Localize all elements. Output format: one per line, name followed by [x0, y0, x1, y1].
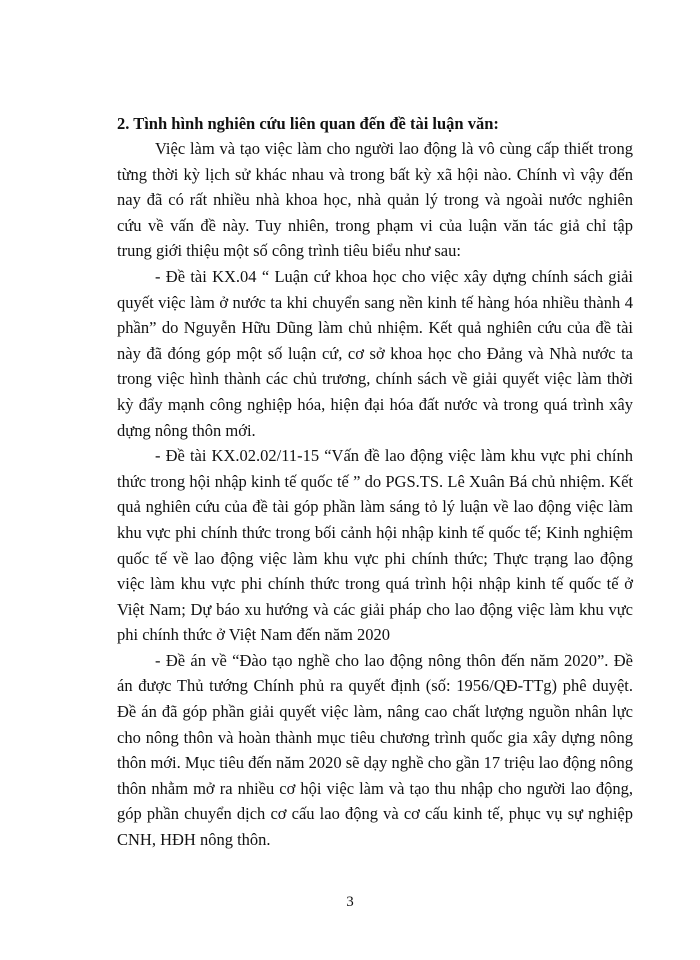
page-number: 3	[346, 894, 354, 910]
section-body	[117, 136, 633, 853]
paragraph-kx04: - Đề tài KX.04 “ Luận cứ khoa học cho việc xây dựng chính sách giải quyết việc làm ở nước ta khi chuyển sang nền kinh tế hàng hóa nhiều thành 4 phần” do Nguyễn Hữu Dũng làm chủ nhiệm. Kết quả nghiên cứu của đề tài này đã đóng góp một số luận cứ, cơ sở khoa học cho Đảng và Nhà nước ta trong việc hình thành các chủ trương, chính sách về giải quyết việc làm thời kỳ đẩy mạnh công nghiệp hóa, hiện đại hóa đất nước và trong quá trình xây dựng nông thôn mới.	[117, 266, 633, 440]
section-heading: 2. Tình hình nghiên cứu liên quan đến đề tài luận văn:	[117, 114, 499, 133]
paragraph-kx02: - Đề tài KX.02.02/11-15 “Vấn đề lao động việc làm khu vực phi chính thức trong hội nhập kinh tế quốc tế ” do PGS.TS. Lê Xuân Bá chủ nhiệm. Kết quả nghiên cứu của đề tài góp phần làm sáng tỏ lý luận về lao động việc làm khu vực phi chính thức trong bối cảnh hội nhập kinh tế quốc tế; Kinh nghiệm quốc tế về lao động việc làm khu vực phi chính thức; Thực trạng lao động việc làm khu vực phi chính thức trong quá trình hội nhập kinh tế quốc tế ở Việt Nam; Dự báo xu hướng và các giải pháp cho lao động việc làm khu vực phi chính thức ở Việt Nam đến năm 2020	[117, 446, 633, 645]
paragraph-de-an: - Đề án về “Đào tạo nghề cho lao động nông thôn đến năm 2020”. Đề án được Thủ tướng Chính phủ ra quyết định (số: 1956/QĐ-TTg) phê duyệt. Đề án đã góp phần giải quyết việc làm, nâng cao chất lượng nguồn nhân lực cho nông thôn và hoàn thành mục tiêu chương trình quốc gia xây dựng nông thôn mới. Mục tiêu đến năm 2020 sẽ dạy nghề cho gần 17 triệu lao động nông thôn nhằm mở ra nhiều cơ hội việc làm và tạo thu nhập cho người lao động, góp phần chuyển dịch cơ cấu lao động và cơ cấu kinh tế, phục vụ sự nghiệp CNH, HĐH nông thôn.	[117, 650, 634, 850]
intro-paragraph: Việc làm và tạo việc làm cho người lao động là vô cùng cấp thiết trong từng thời kỳ lịch sử khác nhau và trong bất kỳ xã hội nào. Chính vì vậy đến nay đã có rất nhiều nhà khoa học, nhà quản lý trong và ngoài nước nghiên cứu về vấn đề này. Tuy nhiên, trong phạm vi của luận văn tác giả chỉ tập trung giới thiệu một số công trình tiêu biểu như sau:	[117, 139, 633, 261]
